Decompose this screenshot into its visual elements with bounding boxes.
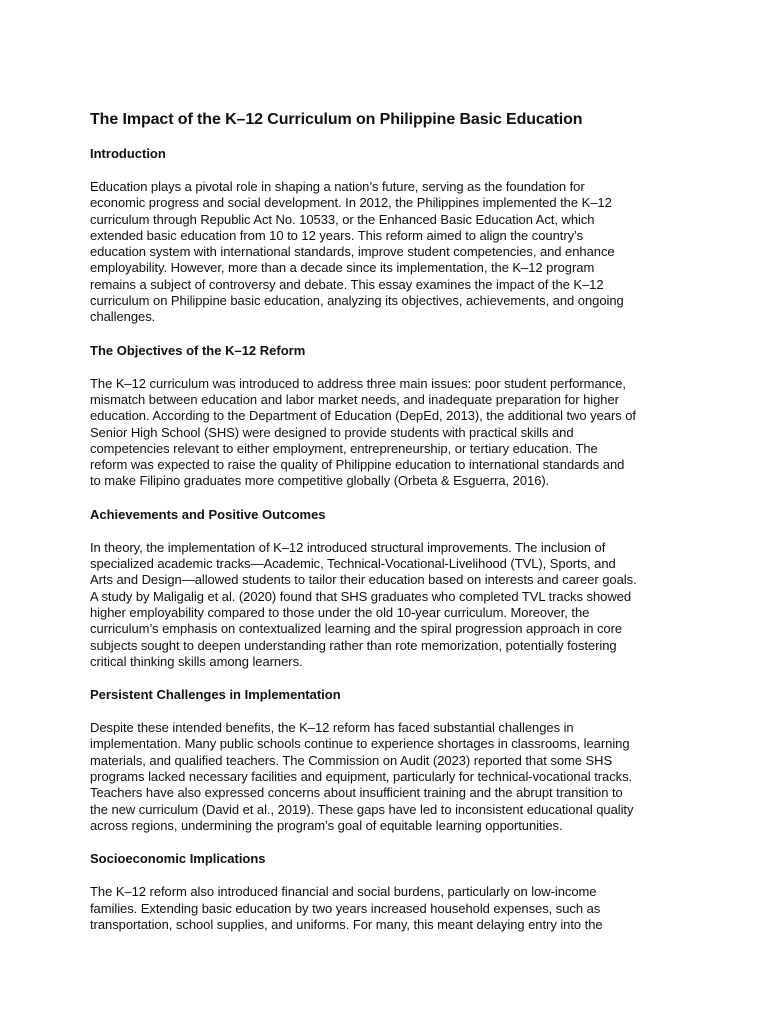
- paragraph-line: implementation. Many public schools continue to experience shortages in classrooms, learning: [90, 736, 630, 752]
- section-heading: Introduction: [90, 146, 166, 161]
- paragraph-line: materials, and qualified teachers. The Commission on Audit (2023) reported that some SHS: [90, 752, 613, 768]
- paragraph-line: programs lacked necessary facilities and equipment, particularly for technical-vocational tracks.: [90, 769, 633, 785]
- paragraph-line: The K–12 curriculum was introduced to address three main issues: poor student performance,: [90, 375, 626, 391]
- paragraph-line: competencies relevant to either employment, entrepreneurship, or tertiary education. The: [90, 440, 598, 456]
- section-heading: Socioeconomic Implications: [90, 851, 266, 867]
- section-heading: The Objectives of the K–12 Reform: [90, 342, 306, 358]
- paragraph-line: to make Filipino graduates more competitive globally (Orbeta & Esguerra, 2016).: [90, 473, 550, 489]
- paragraph-line: families. Extending basic education by two years increased household expenses, such as: [90, 900, 601, 916]
- paragraph-line: employability. However, more than a decade since its implementation, the K–12 program: [90, 260, 595, 276]
- paragraph-line: critical thinking skills among learners.: [90, 653, 303, 669]
- paragraph-line: transportation, school supplies, and uniforms. For many, this meant delaying entry into the: [90, 916, 603, 932]
- paragraph-line: specialized academic tracks—Academic, Technical-Vocational-Livelihood (TVL), Sports, and: [90, 556, 616, 572]
- paragraph-line: Arts and Design—allowed students to tailor their education based on interests and career goals.: [90, 572, 637, 588]
- paragraph-line: curriculum on Philippine basic education, analyzing its objectives, achievements, and ongoing: [90, 293, 624, 309]
- paragraph-line: curriculum’s emphasis on contextualized learning and the spiral progression approach in core: [90, 621, 623, 637]
- document-title: The Impact of the K–12 Curriculum on Philippine Basic Education: [90, 111, 583, 128]
- section-paragraph: [90, 884, 680, 933]
- paragraph-line: reform was expected to raise the quality of Philippine education to international standards and: [90, 457, 625, 473]
- section-heading: Persistent Challenges in Implementation: [90, 687, 341, 703]
- paragraph-line: Despite these intended benefits, the K–12 reform has faced substantial challenges in: [90, 720, 574, 736]
- paragraph-line: remains a subject of controversy and debate. This essay examines the impact of the K–12: [90, 276, 604, 292]
- section-paragraph: [90, 540, 680, 670]
- paragraph-line: A study by Maligalig et al. (2020) found that SHS graduates who completed TVL tracks showed: [90, 588, 632, 604]
- paragraph-line: extended basic education from 10 to 12 years. This reform aimed to align the country’s: [90, 227, 584, 243]
- paragraph-line: economic progress and social development. In 2012, the Philippines implemented the K–12: [90, 195, 612, 211]
- paragraph-line: education. According to the Department of Education (DepEd, 2013), the additional two years of: [90, 408, 636, 424]
- paragraph-line: subjects sought to deepen understanding rather than rote memorization, potentially fostering: [90, 637, 617, 653]
- paragraph-line: Teachers have also expressed concerns about insufficient training and the abrupt transition to: [90, 785, 623, 801]
- paragraph-line: across regions, undermining the program’s goal of equitable learning opportunities.: [90, 817, 563, 833]
- paragraph-line: challenges.: [90, 309, 156, 325]
- paragraph-line: In theory, the implementation of K–12 introduced structural improvements. The inclusion of: [90, 539, 606, 555]
- paragraph-line: Education plays a pivotal role in shaping a nation’s future, serving as the foundation for: [90, 179, 585, 194]
- paragraph-line: mismatch between education and labor market needs, and inadequate preparation for higher: [90, 391, 619, 407]
- section-heading: Achievements and Positive Outcomes: [90, 506, 326, 522]
- paragraph-line: the new curriculum (David et al., 2019). These gaps have led to inconsistent educational quality: [90, 801, 634, 817]
- document-body: [90, 146, 680, 933]
- paragraph-line: education system with international standards, improve student competencies, and enhance: [90, 244, 615, 260]
- paragraph-line: higher employability compared to those under the old 10-year curriculum. Moreover, the: [90, 604, 590, 620]
- section-paragraph: [90, 720, 680, 834]
- section-paragraph: [90, 376, 680, 490]
- section-paragraph: [90, 179, 680, 326]
- document-page: [90, 109, 680, 950]
- paragraph-line: Senior High School (SHS) were designed to provide students with practical skills and: [90, 424, 574, 440]
- paragraph-line: The K–12 reform also introduced financial and social burdens, particularly on low-income: [90, 884, 597, 900]
- paragraph-line: curriculum through Republic Act No. 10533, or the Enhanced Basic Education Act, which: [90, 211, 595, 227]
